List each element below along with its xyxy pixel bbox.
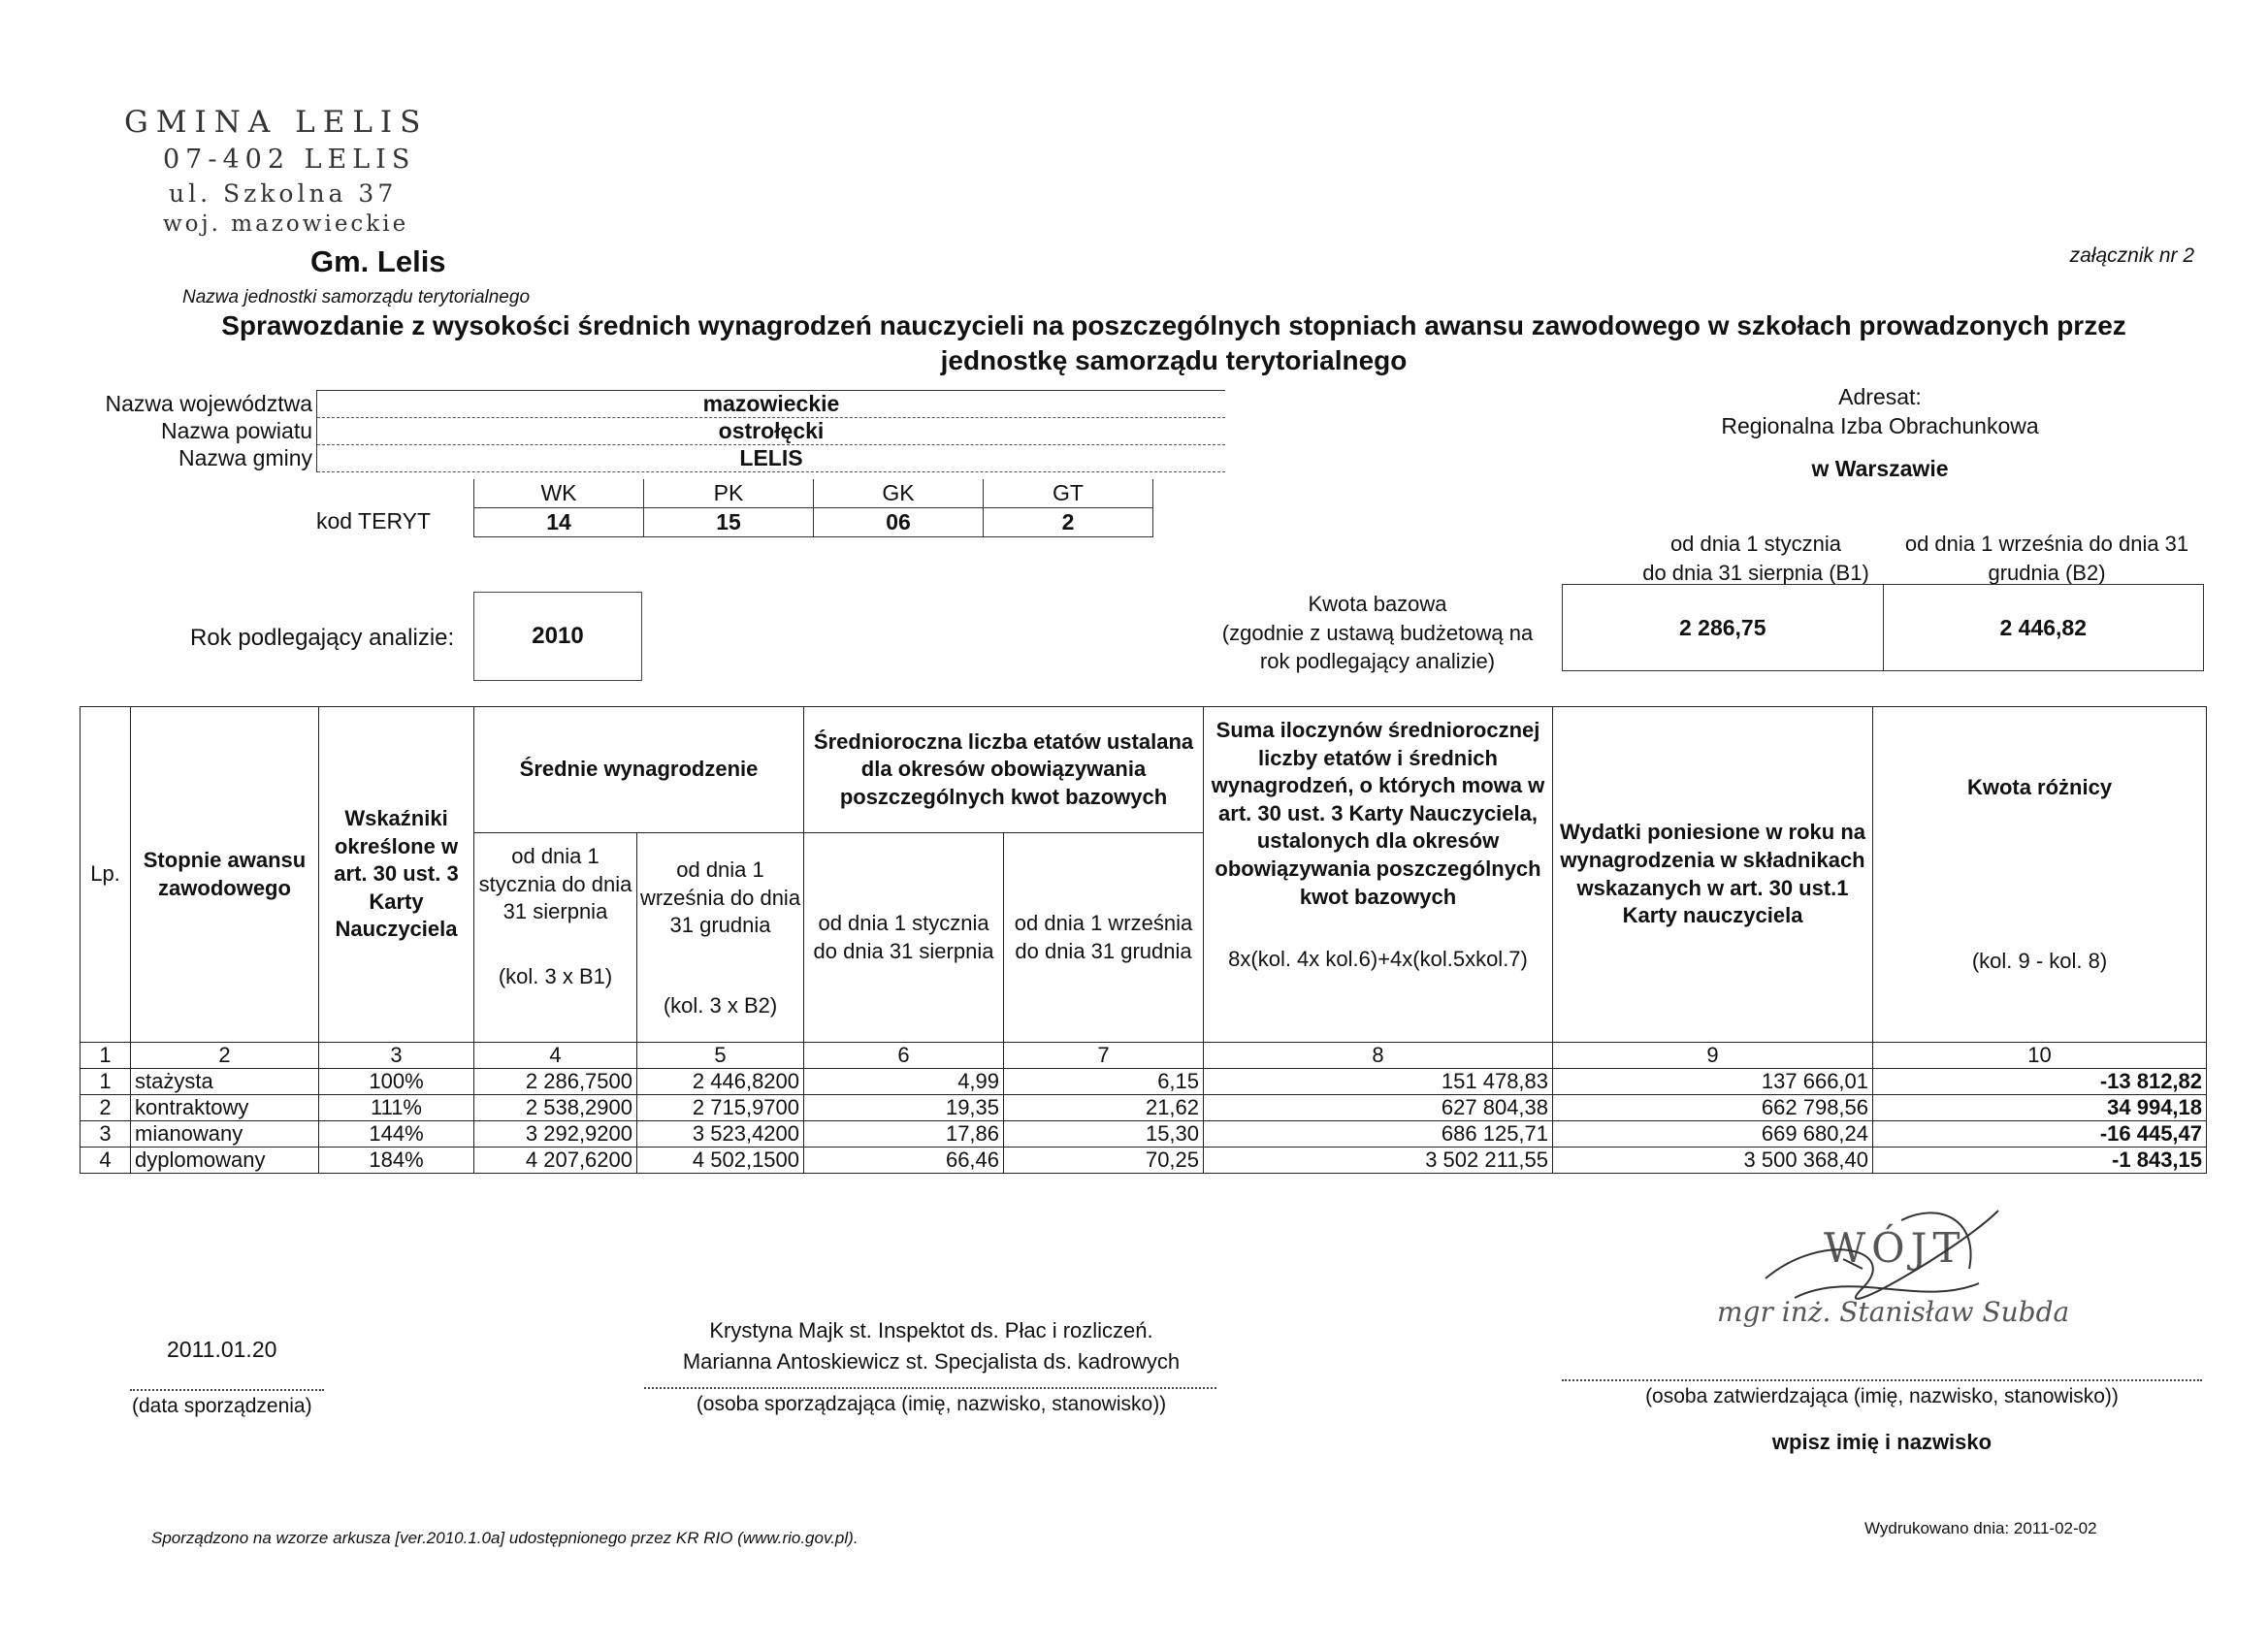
teryt-header: PK — [644, 479, 814, 508]
cell-level: stażysta — [131, 1069, 319, 1095]
column-number: 10 — [1873, 1043, 2207, 1069]
stamp-line: 07-402 LELIS — [163, 144, 416, 175]
addressee-label: Adresat: — [1838, 384, 1922, 409]
col-indicators-header: Wskaźniki określone w art. 30 ust. 3 Karty Nauczyciela — [319, 707, 474, 1043]
cell-sum: 151 478,83 — [1204, 1069, 1553, 1095]
cell-fte-b1: 66,46 — [804, 1148, 1004, 1174]
column-number: 3 — [319, 1043, 474, 1069]
column-number: 8 — [1204, 1043, 1553, 1069]
column-number: 7 — [1004, 1043, 1204, 1069]
base-amount-box — [1562, 584, 2204, 671]
stamp-line: GMINA LELIS — [124, 105, 429, 140]
stamp-line: woj. mazowieckie — [163, 210, 409, 237]
table-row — [81, 1148, 2207, 1174]
cell-lp: 3 — [81, 1121, 131, 1148]
preparer-line: Krystyna Majk st. Inspektot ds. Płac i rozliczeń. — [709, 1318, 1153, 1342]
preparer-caption: (osoba sporządzająca (imię, nazwisko, stanowisko)) — [696, 1393, 1167, 1415]
b2-header-line: od dnia 1 września do dnia 31 — [1904, 532, 2189, 556]
preparer-line-rule — [644, 1387, 1216, 1389]
addressee-name: Regionalna Izba Obrachunkowa — [1721, 413, 2039, 438]
col-sum-text: Suma iloczynów średniorocznej liczby etatów i średnich wynagrodzeń, o których mowa w art. 30 ust. 3 Karty Nauczyciela, ustalonych dla okresów obowiązywania poszczególnych kwot bazowych — [1211, 718, 1545, 909]
col-expenses-header: Wydatki poniesione w roku na wynagrodzenia w składnikach wskazanych w art. 30 ust.1 Karty nauczyciela — [1553, 707, 1873, 1043]
teryt-header: GK — [814, 479, 984, 508]
cell-difference: -16 445,47 — [1873, 1121, 2207, 1148]
col-fte-b2-header: od dnia 1 września do dnia 31 grudnia — [1004, 833, 1204, 1043]
teryt-value: 06 — [814, 508, 984, 537]
approver-caption: (osoba zatwierdzająca (imię, nazwisko, stanowisko)) — [1645, 1385, 2119, 1407]
cell-fte-b1: 17,86 — [804, 1121, 1004, 1148]
base-amount-label-line: (zgodnie z ustawą budżetową na — [1221, 620, 1534, 645]
document-title — [165, 308, 2183, 379]
date-caption: (data sporządzenia) — [132, 1395, 312, 1417]
base-amount-label-line: rok podlegający analizie) — [1259, 649, 1496, 674]
base-amount-label — [1193, 590, 1562, 676]
column-number: 6 — [804, 1043, 1004, 1069]
col-level-header: Stopnie awansu zawodowego — [131, 707, 319, 1043]
unit-name: Gm. Lelis — [310, 244, 446, 278]
year-label: Rok podlegający analizie: — [190, 625, 455, 651]
cell-expenses: 137 666,01 — [1553, 1069, 1873, 1095]
column-numbers-row — [81, 1043, 2207, 1069]
b1-header-line: od dnia 1 stycznia — [1669, 532, 1842, 556]
cell-expenses: 3 500 368,40 — [1553, 1148, 1873, 1174]
col-avg-b1-text: od dnia 1 stycznia do dnia 31 sierpnia — [478, 844, 632, 924]
template-note: Sporządzono na wzorze arkusza [ver.2010.1.0a] udostępnionego przez KR RIO (www.rio.gov.pl). — [151, 1529, 859, 1547]
salary-table — [80, 706, 2207, 1174]
county-value: ostrołęcki — [317, 418, 1226, 445]
col-difference-formula: (kol. 9 - kol. 8) — [1971, 948, 2108, 973]
cell-avg-b1: 2 538,2900 — [474, 1095, 637, 1121]
table-row — [81, 1121, 2207, 1148]
col-avg-b1-formula: (kol. 3 x B1) — [498, 963, 613, 988]
cell-fte-b2: 6,15 — [1004, 1069, 1204, 1095]
printed-date: Wydrukowano dnia: 2011-02-02 — [1864, 1519, 2097, 1537]
stamp-line: ul. Szkolna 37 — [169, 178, 398, 208]
cell-avg-b1: 2 286,7500 — [474, 1069, 637, 1095]
cell-avg-b2: 3 523,4200 — [637, 1121, 804, 1148]
admin-info-table — [76, 390, 1225, 472]
teryt-header: WK — [474, 479, 644, 508]
b2-header — [1882, 530, 2212, 587]
cell-expenses: 662 798,56 — [1553, 1095, 1873, 1121]
title-line: jednostkę samorządu terytorialnego — [940, 345, 1408, 376]
cell-avg-b2: 2 446,8200 — [637, 1069, 804, 1095]
col-difference-header — [1873, 707, 2207, 1043]
col-sum-formula: 8x(kol. 4x kol.6)+4x(kol.5xkol.7) — [1228, 947, 1528, 972]
cell-difference: -1 843,15 — [1873, 1148, 2207, 1174]
col-fte-header: Średnioroczna liczba etatów ustalana dla okresów obowiązywania poszczególnych kwot bazowych — [804, 707, 1204, 833]
col-sum-header — [1204, 707, 1553, 1043]
cell-avg-b1: 3 292,9200 — [474, 1121, 637, 1148]
cell-indicator: 184% — [319, 1148, 474, 1174]
base-amount-label-line: Kwota bazowa — [1308, 592, 1447, 616]
col-lp-header: Lp. — [81, 707, 131, 1043]
teryt-value: 15 — [644, 508, 814, 537]
cell-indicator: 100% — [319, 1069, 474, 1095]
cell-level: dyplomowany — [131, 1148, 319, 1174]
cell-expenses: 669 680,24 — [1553, 1121, 1873, 1148]
column-number: 9 — [1553, 1043, 1873, 1069]
cell-level: mianowany — [131, 1121, 319, 1148]
voivodeship-value: mazowieckie — [317, 391, 1226, 418]
cell-sum: 686 125,71 — [1204, 1121, 1553, 1148]
column-number: 5 — [637, 1043, 804, 1069]
cell-sum: 3 502 211,55 — [1204, 1148, 1553, 1174]
column-number: 1 — [81, 1043, 131, 1069]
cell-lp: 1 — [81, 1069, 131, 1095]
col-avg-b2-text: od dnia 1 września do dnia 31 grudnia — [639, 857, 801, 938]
approver-hint: wpisz imię i nazwisko — [1771, 1430, 1993, 1454]
annex-label: załącznik nr 2 — [2069, 244, 2194, 267]
unit-caption: Nazwa jednostki samorządu terytorialnego — [182, 287, 531, 307]
voivodeship-label: Nazwa województwa — [76, 391, 317, 418]
cell-fte-b2: 15,30 — [1004, 1121, 1204, 1148]
col-avg-salary-header: Średnie wynagrodzenie — [474, 707, 804, 833]
cell-lp: 2 — [81, 1095, 131, 1121]
teryt-value: 2 — [984, 508, 1153, 537]
cell-avg-b2: 4 502,1500 — [637, 1148, 804, 1174]
cell-fte-b1: 4,99 — [804, 1069, 1004, 1095]
cell-lp: 4 — [81, 1148, 131, 1174]
teryt-label: kod TERYT — [316, 508, 432, 534]
b2-header-line: grudnia (B2) — [1988, 560, 2106, 585]
teryt-table — [473, 479, 1153, 537]
title-line: Sprawozdanie z wysokości średnich wynagrodzeń nauczycieli na poszczególnych stopniach awansu zawodowego w szkołach prowadzonych przez — [221, 310, 2126, 340]
cell-fte-b1: 19,35 — [804, 1095, 1004, 1121]
approver-stamp-title: WÓJT — [1824, 1224, 1966, 1272]
preparer-names — [601, 1315, 1261, 1377]
b1-header — [1601, 530, 1911, 587]
approver-line-rule — [1562, 1379, 2202, 1381]
col-avg-b2-formula: (kol. 3 x B2) — [663, 992, 778, 1018]
column-number: 4 — [474, 1043, 637, 1069]
cell-level: kontraktowy — [131, 1095, 319, 1121]
table-row — [81, 1069, 2207, 1095]
col-difference-text: Kwota różnicy — [1966, 774, 2113, 799]
table-row — [81, 1095, 2207, 1121]
cell-indicator: 111% — [319, 1095, 474, 1121]
year-value: 2010 — [473, 592, 642, 681]
approver-stamp-name: mgr inż. Stanisław Subda — [1717, 1296, 2070, 1328]
b1-header-line: do dnia 31 sierpnia (B1) — [1642, 560, 1869, 585]
cell-indicator: 144% — [319, 1121, 474, 1148]
column-number: 2 — [131, 1043, 319, 1069]
cell-fte-b2: 21,62 — [1004, 1095, 1204, 1121]
col-avg-b1-header — [474, 833, 637, 1043]
cell-sum: 627 804,38 — [1204, 1095, 1553, 1121]
cell-avg-b1: 4 207,6200 — [474, 1148, 637, 1174]
preparation-date: 2011.01.20 — [167, 1337, 277, 1362]
commune-label: Nazwa gminy — [76, 445, 317, 472]
addressee-city: w Warszawie — [1811, 456, 1949, 481]
county-label: Nazwa powiatu — [76, 418, 317, 445]
cell-difference: -13 812,82 — [1873, 1069, 2207, 1095]
date-line — [130, 1389, 324, 1391]
commune-stamp — [124, 103, 428, 239]
cell-avg-b2: 2 715,9700 — [637, 1095, 804, 1121]
teryt-value: 14 — [474, 508, 644, 537]
preparer-line: Marianna Antoskiewicz st. Specjalista ds. kadrowych — [682, 1348, 1181, 1374]
commune-value: LELIS — [317, 445, 1226, 472]
col-fte-b1-header: od dnia 1 stycznia do dnia 31 sierpnia — [804, 833, 1004, 1043]
base-amount-b1: 2 286,75 — [1563, 585, 1884, 670]
teryt-header: GT — [984, 479, 1153, 508]
col-avg-b2-header — [637, 833, 804, 1043]
base-amount-b2: 2 446,82 — [1999, 614, 2088, 640]
cell-fte-b2: 70,25 — [1004, 1148, 1204, 1174]
cell-difference: 34 994,18 — [1873, 1095, 2207, 1121]
